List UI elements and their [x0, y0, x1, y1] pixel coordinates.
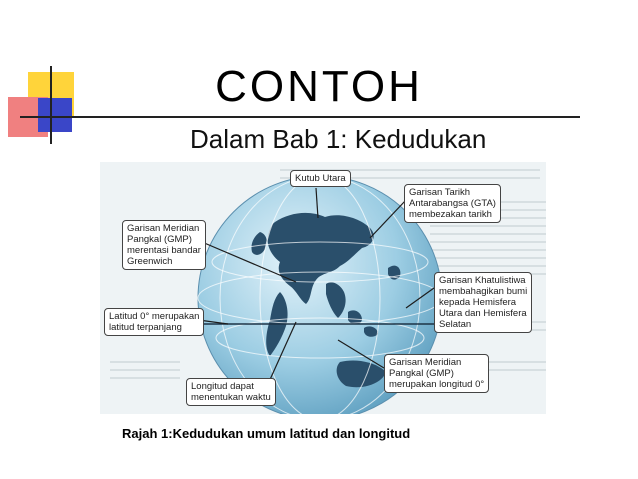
slide-title: CONTOH [215, 62, 423, 111]
slide-subtitle: Dalam Bab 1: Kedudukan [190, 124, 487, 154]
label-garisan-khatulistiwa: Garisan Khatulistiwa membahagikan bumi kepada Hemisfera Utara dan Hemisfera Selatan [434, 272, 532, 333]
figure-caption: Rajah 1:Kedudukan umum latitud dan longitud [122, 426, 411, 441]
label-garisan-tarikh-antarabangsa: Garisan Tarikh Antarabangsa (GTA) membezakan tarikh [404, 184, 501, 223]
label-longitud-waktu: Longitud dapat menentukan waktu [186, 378, 276, 406]
decor-horizontal-line [20, 116, 580, 118]
label-kutub-utara: Kutub Utara [290, 170, 351, 187]
globe-figure [100, 162, 546, 414]
label-latitud-0: Latitud 0° merupakan latitud terpanjang [104, 308, 204, 336]
label-gmp-greenwich: Garisan Meridian Pangkal (GMP) merentasi bandar Greenwich [122, 220, 206, 270]
label-gmp-longitud-0: Garisan Meridian Pangkal (GMP) merupakan longitud 0° [384, 354, 489, 393]
